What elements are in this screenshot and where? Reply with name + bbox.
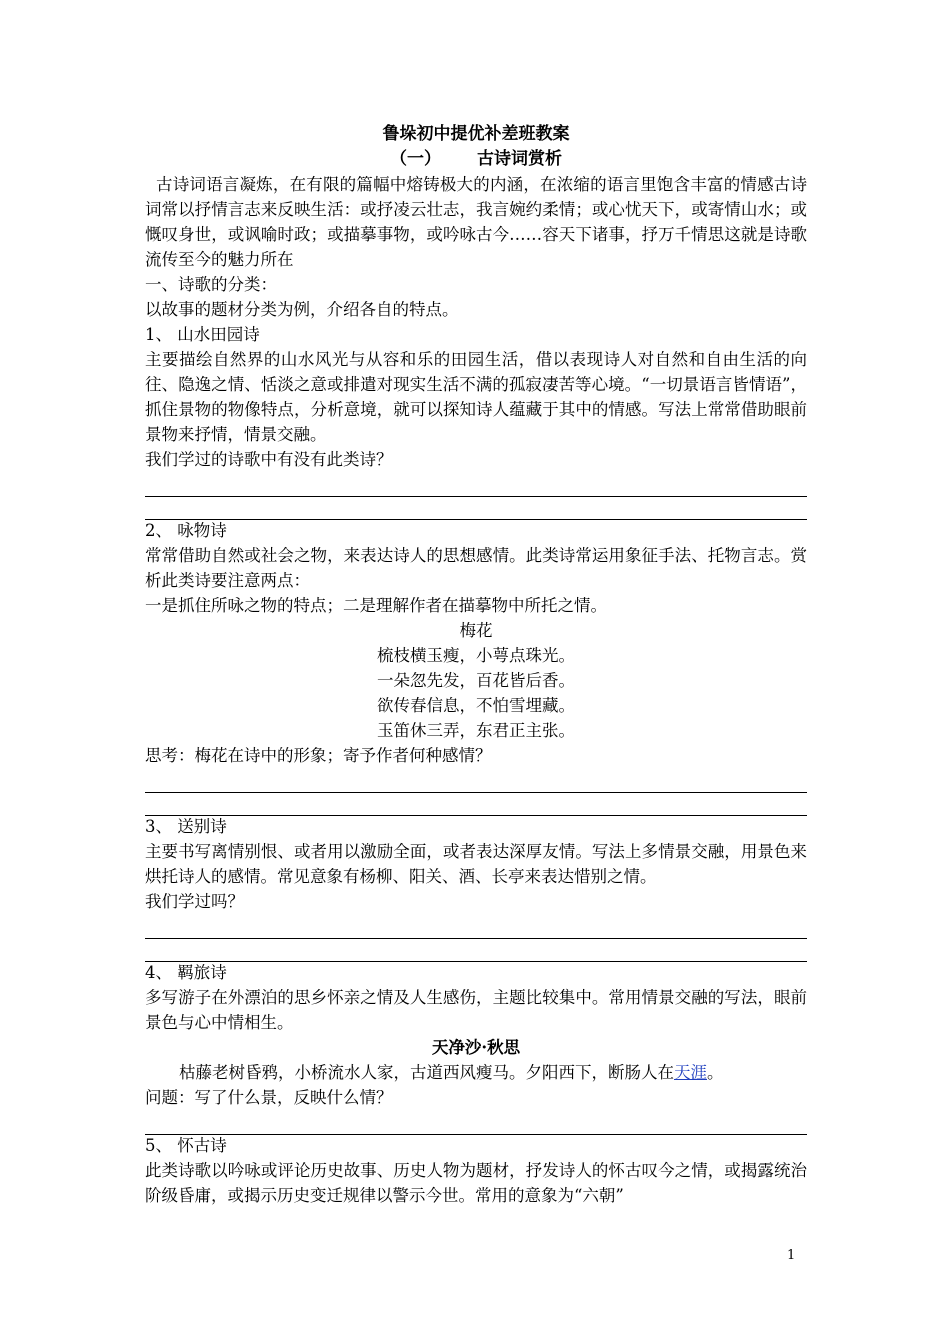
category-body: 主要描绘自然界的山水风光与从容和乐的田园生活，借以表现诗人对自然和自由生活的向往、隐逸之情、恬淡之意或排遣对现实生活不满的孤寂凄苦等心境。“一切景语言皆情语”，抓住景物的物像特点，分析意境，就可以探知诗人蕴藏于其中的情感。写法上常常借助眼前景物来抒情，情景交融。	[145, 350, 807, 444]
answer-line	[145, 791, 807, 816]
category-question: 我们学过吗？	[145, 892, 244, 911]
poem-line: 玉笛休三弄，东君正主张。	[377, 721, 575, 740]
document-body	[145, 122, 807, 1208]
poem-text	[145, 1060, 807, 1085]
category-heading: 2、 咏物诗	[145, 521, 227, 540]
answer-line	[145, 495, 807, 520]
poem-text-body: 枯藤老树昏鸦，小桥流水人家，古道西风瘦马。夕阳西下，断肠人在	[179, 1063, 674, 1082]
category-body: 多写游子在外漂泊的思乡怀亲之情及人生感伤，主题比较集中。常用情景交融的写法，眼前景色与心中情相生。	[145, 988, 807, 1032]
category-heading: 3、 送别诗	[145, 817, 227, 836]
category-body: 常常借助自然或社会之物，来表达诗人的思想感情。此类诗常运用象征手法、托物言志。赏析此类诗要注意两点：	[145, 546, 807, 590]
doc-subtitle	[145, 147, 807, 172]
answer-line	[145, 472, 807, 497]
poem-line: 欲传春信息，不怕雪埋藏。	[377, 696, 575, 715]
category-body: 此类诗歌以吟咏或评论历史故事、历史人物为题材，抒发诗人的怀古叹今之情，或揭露统治阶级昏庸，或揭示历史变迁规律以警示今世。常用的意象为“六朝”	[145, 1161, 807, 1205]
category-question: 问题：写了什么景，反映什么情？	[145, 1088, 393, 1107]
category-heading: 5、 怀古诗	[145, 1136, 227, 1155]
poem-title: 天净沙·秋思	[431, 1038, 521, 1057]
category-heading: 1、 山水田园诗	[145, 325, 260, 344]
section-heading: 一、诗歌的分类：	[145, 275, 277, 294]
answer-line	[145, 1110, 807, 1135]
poem-title: 梅花	[459, 621, 493, 640]
category-question: 思考：梅花在诗中的形象；寄予作者何种感情？	[145, 746, 492, 765]
category-heading: 4、 羁旅诗	[145, 963, 227, 982]
section-intro: 以故事的题材分类为例，介绍各自的特点。	[145, 300, 459, 319]
intro-paragraph: 古诗词语言凝炼，在有限的篇幅中熔铸极大的内涵，在浓缩的语言里饱含丰富的情感古诗词常以抒情言志来反映生活：或抒凌云壮志，我言婉约柔情；或心忧天下，或寄情山水；或慨叹身世，或讽喻时政；或描摹事物，或吟咏古今……容天下诸事，抒万千情思这就是诗歌流传至今的魅力所在	[145, 175, 807, 269]
subtitle-number: （一）	[390, 149, 441, 169]
poem-line: 一朵忽先发，百花皆后香。	[377, 671, 575, 690]
subtitle-text: 古诗词赏析	[477, 149, 562, 169]
category-body: 主要书写离情别恨、或者用以激励全面，或者表达深厚友情。写法上多情景交融，用景色来烘托诗人的感情。常见意象有杨柳、阳关、酒、长亭来表达惜别之情。	[145, 842, 807, 886]
page-number: 1	[787, 1248, 796, 1263]
category-question: 我们学过的诗歌中有没有此类诗？	[145, 450, 393, 469]
poem-link[interactable]: 天涯	[674, 1063, 707, 1082]
poem-line: 梳枝横玉瘦，小萼点珠光。	[377, 646, 575, 665]
category-points: 一是抓住所咏之物的特点；二是理解作者在描摹物中所托之情。	[145, 596, 607, 615]
answer-line	[145, 914, 807, 939]
answer-line	[145, 768, 807, 793]
poem-text-end: 。	[707, 1063, 724, 1082]
doc-title: 鲁垛初中提优补差班教案	[382, 124, 570, 144]
answer-line	[145, 937, 807, 962]
